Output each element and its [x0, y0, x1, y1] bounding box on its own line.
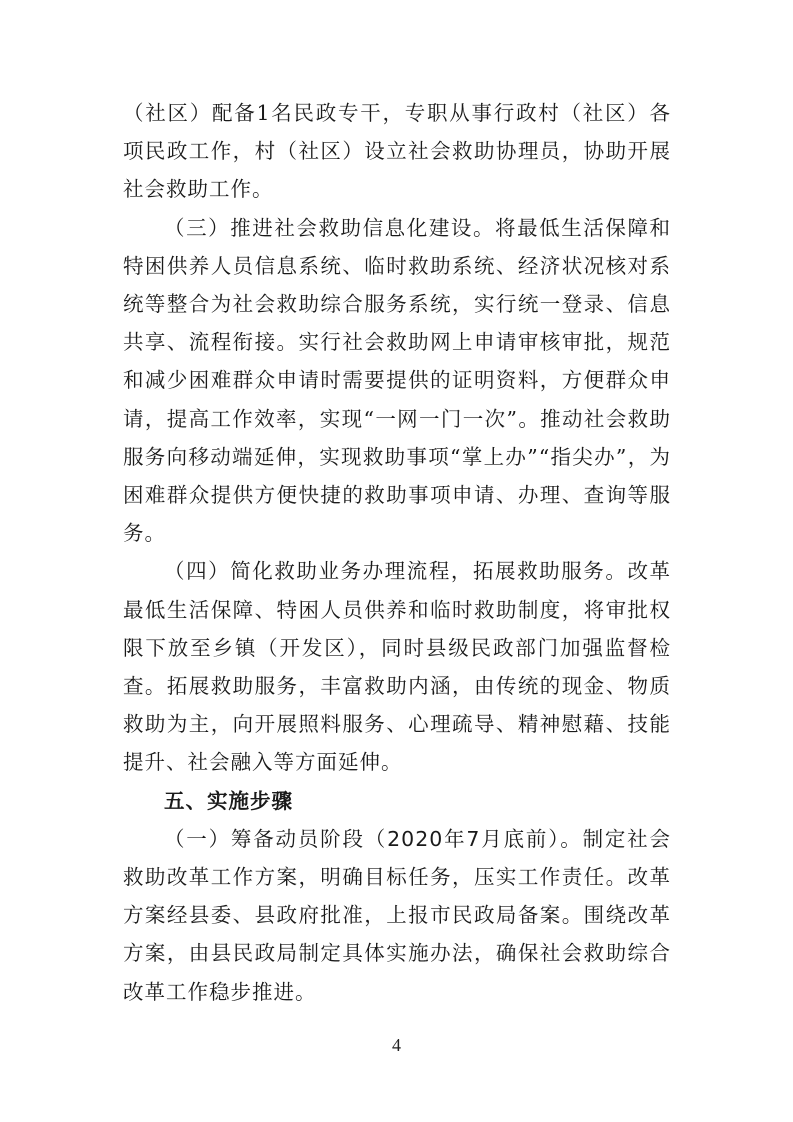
paragraph-text: 改革最低生活保障、特困人员供养和临时救助制度，将审批权限下放至乡镇（开发区），同时县级民政部门加强监督检查。拓展救助服务，丰富救助内涵，由传统的现金、物质救助为主，向开展照料服务、心理疏导、精神慰藉、技能提升、社会融入等方面延伸。: [123, 559, 672, 775]
paragraph-text: 将最低生活保障和特困供养人员信息系统、临时救助系统、经济状况核对系统等整合为社会救助综合服务系统，实行统一登录、信息共享、流程衔接。实行社会救助网上申请审核审批，规范和减少困难群众申请时需要提供的证明资料，方便群众申请，提高工作效率，实现“一网一门一次”。推动社会救助服务向移动端延伸，实现救助事项“掌上办”“指尖办”，为困难群众提供方便快捷的救助事项申请、办理、查询等服务。: [123, 215, 672, 546]
step-item-1: [123, 820, 671, 1011]
document-body: [123, 94, 671, 1011]
paragraph-lead: （四）简化救助业务办理流程，拓展救助服务。: [164, 559, 628, 584]
page-number: 4: [392, 1035, 401, 1055]
section-heading: 五、实施步骤: [164, 788, 293, 813]
step-text: 制定社会救助改革工作方案，明确目标任务，压实工作责任。改革方案经县委、县政府批准，上报市民政局备案。围绕改革方案，由县民政局制定具体实施办法，确保社会救助综合改革工作稳步推进。: [123, 826, 671, 1004]
paragraph-text: （社区）配备1名民政专干，专职从事行政村（社区）各项民政工作，村（社区）设立社会救助协理员，协助开展社会救助工作。: [123, 101, 671, 202]
step-lead: （一）筹备动员阶段（2020年7月底前）。: [164, 826, 583, 851]
paragraph-continuation: [123, 94, 671, 209]
paragraph-item-3: [123, 209, 671, 553]
paragraph-lead: （三）推进社会救助信息化建设。: [164, 215, 496, 240]
paragraph-item-4: [123, 552, 671, 781]
